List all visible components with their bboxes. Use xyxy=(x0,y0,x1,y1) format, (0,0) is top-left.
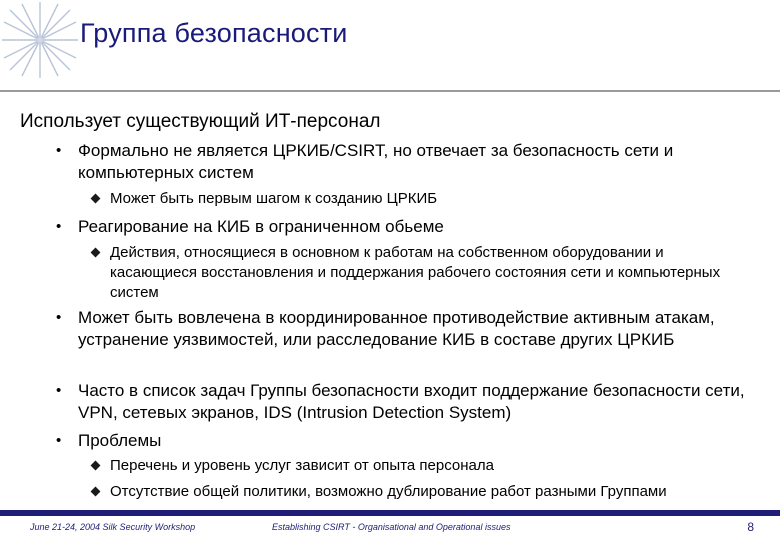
title-divider xyxy=(0,90,780,92)
bullet-icon: • xyxy=(56,218,62,235)
bullet-item xyxy=(56,216,758,238)
bullet-icon: • xyxy=(56,382,62,399)
bullet-item xyxy=(56,140,758,184)
diamond-bullet-icon xyxy=(91,461,101,471)
slide-heading: Использует существующий ИТ-персонал xyxy=(20,111,381,132)
diamond-bullet-icon xyxy=(91,248,101,258)
slide-title: Группа безопасности xyxy=(80,18,348,48)
sub-item-text: Может быть первым шагом к созданию ЦРКИБ xyxy=(110,190,438,207)
bullet-item xyxy=(56,307,758,351)
bullet-text: Формально не является ЦРКИБ/CSIRT, но отвечает за безопасность сети и компьютерных систем xyxy=(78,141,674,182)
diamond-bullet-icon xyxy=(91,194,101,204)
sub-item-text: Перечень и уровень услуг зависит от опыта персонала xyxy=(110,457,494,474)
bullet-text: Может быть вовлечена в координированное противодействие активным атакам, устранение уязвимостей, или расследование КИБ в составе других ЦРКИБ xyxy=(78,308,715,349)
footer-left-text: June 21-24, 2004 Silk Security Workshop xyxy=(30,522,196,532)
bullet-icon: • xyxy=(56,309,62,326)
page-number: 8 xyxy=(747,520,754,534)
bullet-item xyxy=(56,380,758,424)
sub-item-text: Действия, относящиеся в основном к работам на собственном оборудовании и касающиеся восстановления и поддержания рабочего состояния сети и компьютерных систем xyxy=(110,244,721,301)
bullet-text: Реагирование на КИБ в ограниченном обьеме xyxy=(78,217,444,236)
sub-item-text: Отсутствие общей политики, возможно дублирование работ разными Группами xyxy=(110,483,667,500)
sub-item xyxy=(110,482,760,502)
footer-center-text: Establishing CSIRT - Organisational and Operational issues xyxy=(272,522,511,532)
footer-bar xyxy=(0,510,780,516)
bullet-text: Проблемы xyxy=(78,431,162,450)
diamond-bullet-icon xyxy=(91,487,101,497)
bullet-icon: • xyxy=(56,432,62,449)
sub-item xyxy=(110,243,750,303)
bullet-icon: • xyxy=(56,142,62,159)
bullet-text: Часто в список задач Группы безопасности входит поддержание безопасности сети, VPN, сетевых экранов, IDS (Intrusion Detection System) xyxy=(78,381,745,422)
starburst-decoration-icon xyxy=(0,0,80,80)
sub-item xyxy=(110,189,750,209)
bullet-item xyxy=(56,430,758,452)
sub-item xyxy=(110,456,750,476)
